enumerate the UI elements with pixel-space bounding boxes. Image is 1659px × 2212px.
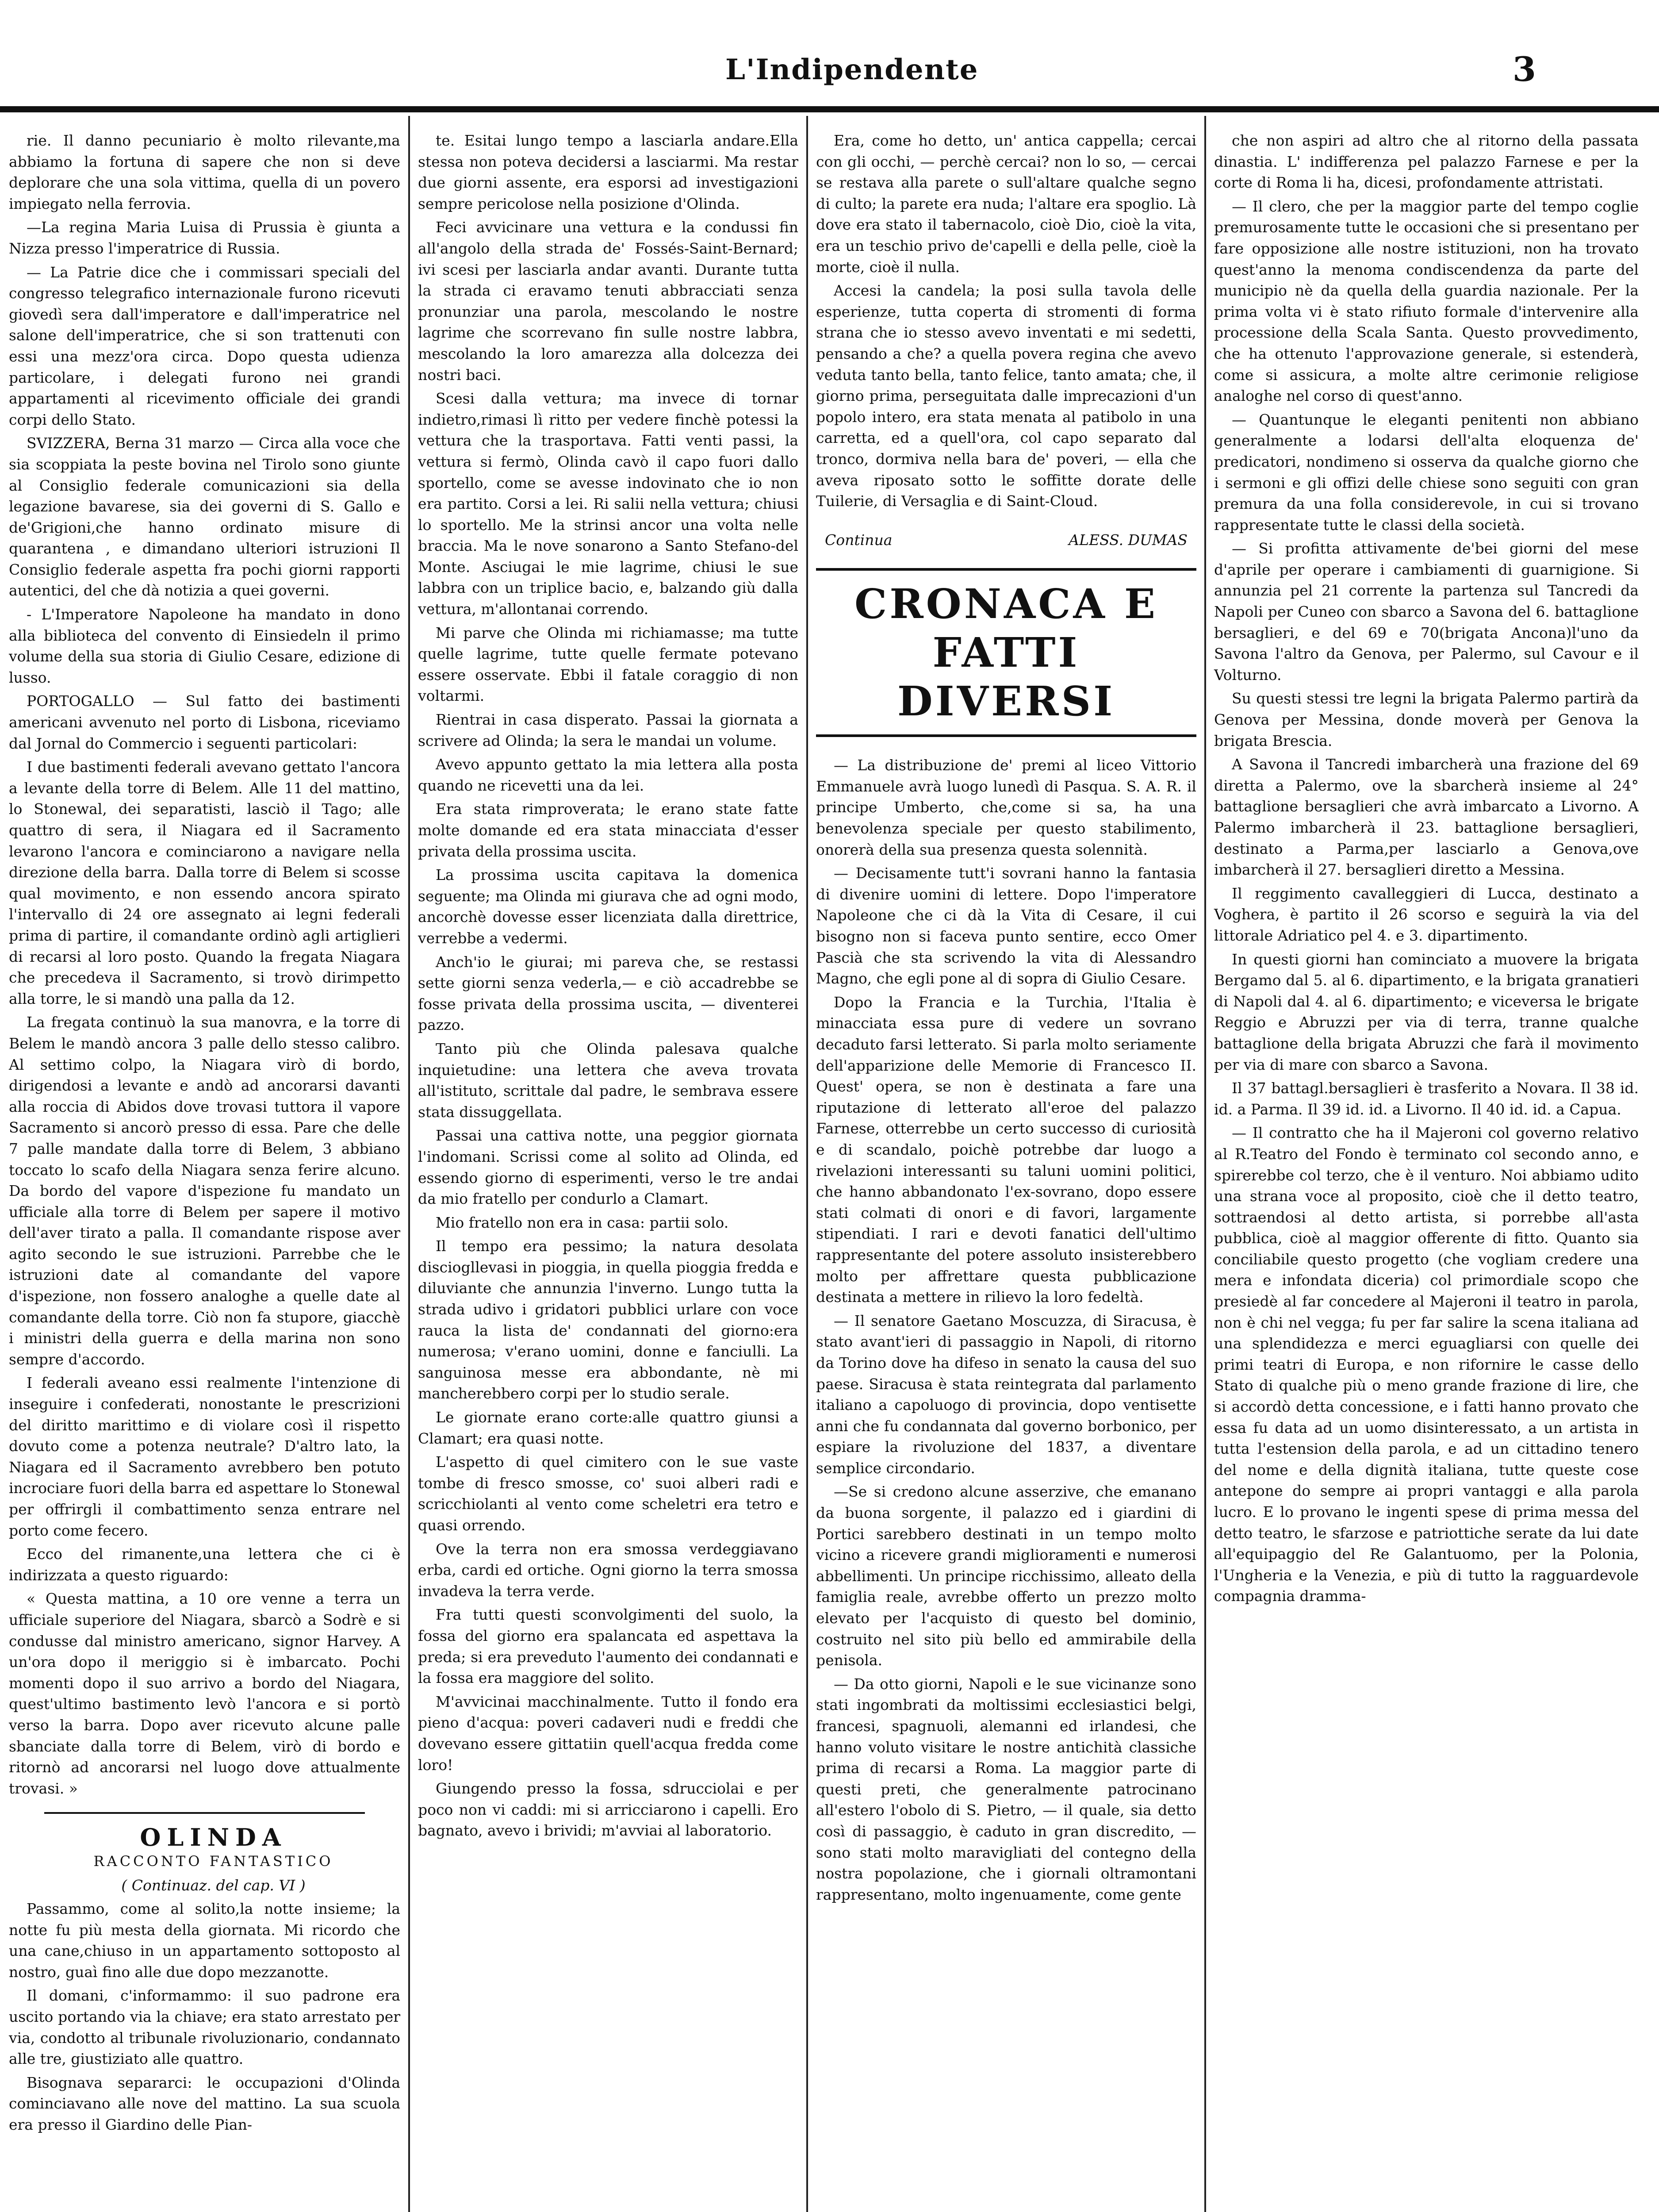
feuilleton-paragraph: Scesi dalla vettura; ma invece di tornar indietro,rimasi lì ritto per vedere finchè potessi la vettura che la trasportava. Fatti venti passi, la vettura si fermò, Olinda cavò il capo fuori dallo sportello, come se avesse indovinato che io non era partito. Corsi a lei. Ri salii nella vettura; chiusi lo sportello. Me la strinsi ancor una volta nelle braccia. Ma le nove sonarono a Santo Stefano-del Monte. Asciugai le mie lagrime, chiusi le sue labbra con un triplice bacio, e, balzando giù dalla vettura, m'allontanai correndo. [418, 390, 798, 618]
columns [0, 116, 1659, 2212]
newspaper-title: L'Indipendente [725, 53, 979, 86]
author-name: ALESS. DUMAS [1069, 531, 1188, 549]
feuilleton-paragraph: Accesi la candela; la posi sulla tavola delle esperienze, tutta coperta di stromenti di forma strana che io stesso avevo inventati e mi sedetti, pensando a che? a quella povera regina che avevo veduta tanto bella, tanto felice, tanto amata; che, il giorno prima, perseguitata dalle imprecazioni d'un popolo intero, era stata menata al patibolo in una carretta, ed a quell'ora, col capo separato dal tronco, dormiva nella bara de' poveri, — ella che aveva riposato sotto le soffitte dorate delle Tuilerie, di Versaglia e di Saint-Cloud. [816, 282, 1196, 510]
feuilleton-paragraph: Ove la terra non era smossa verdeggiavano erba, cardi ed ortiche. Ogni giorno la terra smossa invadeva la terra verde. [418, 1540, 798, 1600]
feuilleton-paragraph: La prossima uscita capitava la domenica seguente; ma Olinda mi giurava che ad ogni modo, ancorchè dovesse esser licenziata dalla direttrice, verrebbe a vedermi. [418, 866, 798, 947]
news-item: Su questi stessi tre legni la brigata Palermo partirà da Genova per Messina, donde moverà per Genova la brigata Brescia. [1214, 690, 1639, 749]
feuilleton-paragraph: Mi parve che Olinda mi richiamasse; ma tutte quelle lagrime, tutte quelle fermate potevano essere osservate. Ebbi il fatale coraggio di non voltarmi. [418, 624, 798, 705]
news-item: In questi giorni han cominciato a muovere la brigata Bergamo dal 5. al 6. dipartimento, e la brigata granatieri di Napoli dal 4. al 6. dipartimento; e viceversa le brigate Reggio e Abruzzi per via di terra, tranne qualche battaglione della brigata Abruzzi che farà il movimento per via di mare con sbarco a Savona. [1214, 950, 1639, 1073]
column-1 [0, 116, 409, 2212]
column-4 [1205, 116, 1648, 2212]
news-item: Il reggimento cavalleggieri di Lucca, destinato a Voghera, è partito il 26 scorso e seguirà la via del littorale Adriatico pel 4. e 3. dipartimento. [1214, 884, 1639, 944]
article-paragraph: Ecco del rimanente,una lettera che ci è indirizzata a questo riguardo: [9, 1545, 400, 1584]
article-paragraph: I due bastimenti federali avevano gettato l'ancora a levante della torre di Belem. Alle 11 del mattino, lo Stonewal, dei separatisti, lasciò il Tago; alle quattro di sera, il Niagara ed il Sacramento levarono l'ancora e cominciarono a navigare nella direzione della barra. Dalla torre di Belem si scosse qual movimento, e non essendo ancora spirato l'intervallo di 24 ore assegnato ai legni federali prima di partire, il comandante ordinò agli artiglieri di recarsi al loro posto. Quando la fregata Niagara che precedeva il Sacramento, si trovò dirimpetto alla torre, le si mandò una palla da 12. [9, 758, 400, 1007]
column-3 [807, 116, 1205, 2212]
feuilleton-paragraph: M'avvicinai macchinalmente. Tutto il fondo era pieno d'acqua: poveri cadaveri nudi e freddi che dovevano essere gittatiin quell'acqua fredda come loro! [418, 1693, 798, 1774]
news-item: — Si profitta attivamente de'bei giorni del mese d'aprile per operare i cambiamenti di guarnigione. Si annunzia pel 21 corrente la partenza sul Tancredi da Napoli per Cuneo con sbarco a Savona del 6. battaglione bersaglieri, e del 69 e 70(brigata Ancona)l'uno da Savona l'altro da Genova, per Palermo, sul Cavour e il Volturno. [1214, 540, 1639, 684]
feuilleton-signature [825, 530, 1188, 551]
news-item: Il 37 battagl.bersaglieri è trasferito a Novara. Il 38 id. id. a Parma. Il 39 id. id. a Livorno. Il 40 id. id. a Capua. [1214, 1079, 1639, 1118]
news-item: — La distribuzione de' premi al liceo Vittorio Emmanuele avrà luogo lunedì di Pasqua. S. A. R. il principe Umberto, che,come si sa, ha una benevolenza speciale per questo stabilimento, onorerà della sua presenza questa solennità. [816, 757, 1196, 858]
feuilleton-paragraph: Bisognava separarci: le occupazioni d'Olinda cominciavano alle nove del mattino. La sua scuola era presso il Giardino delle Pian- [9, 2074, 400, 2134]
feuilleton-paragraph: Avevo appunto gettato la mia lettera alla posta quando ne ricevetti una da lei. [418, 756, 798, 794]
article-paragraph: SVIZZERA, Berna 31 marzo — Circa alla voce che sia scoppiata la peste bovina nel Tirolo sono giunte al Consiglio federale comunicazioni sia della legazione bavarese, sia dei governi di S. Gallo e de'Grigioni,che hanno ordinato misure di quarantena , e dimandano ulteriori istruzioni Il Consiglio federale aspetta fra pochi giorni rapporti autentici, del che dà notizia a quei governi. [9, 434, 400, 599]
divider [44, 1812, 365, 1814]
feuilleton-paragraph: Anch'io le giurai; mi pareva che, se restassi sette giorni senza vederla,— e ciò accadrebbe se fosse privata della prossima uscita, — diventerei pazzo. [418, 953, 798, 1034]
feuilleton-paragraph: Feci avvicinare una vettura e la condussi fin all'angolo della strada de' Fossés-Saint-Bernard; ivi scesi per lasciarla andar avanti. Durante tutta la strada ci eravamo tenuti abbracciati senza pronunziar una parola, mescolando le nostre lagrime che scorrevano fin sulle nostre labbra, mescolando la loro amarezza alla dolcezza dei nostri baci. [418, 219, 798, 384]
feuilleton-paragraph: Rientrai in casa disperato. Passai la giornata a scrivere ad Olinda; la sera le mandai un volume. [418, 711, 798, 749]
feuilleton-paragraph: Fra tutti questi sconvolgimenti del suolo, la fossa del giorno era spalancata ed aspettava la preda; si era preveduto l'aumento dei condannati e la fossa era maggiore del solito. [418, 1606, 798, 1687]
article-paragraph: « Questa mattina, a 10 ore venne a terra un ufficiale superiore del Niagara, sbarcò a Sodrè e si condusse dal ministro americano, signor Harvey. A un'ora dopo il meriggio si è imbarcato. Pochi momenti dopo il suo arrivo a bordo del Niagara, quest'ultimo bastimento levò l'ancora e si portò verso la barra. Dopo aver ricevuto alcune palle sbanciate dalla torre di Belem, virò di bordo e ritornò ad ancorarsi nel luogo dove attualmente trovasi. » [9, 1590, 400, 1797]
feuilleton-paragraph: Il domani, c'informammo: il suo padrone era uscito portando via la chiave; era stato arrestato per via, condotto al tribunale rivoluzionario, condannato alle tre, giustiziato alle quattro. [9, 1987, 400, 2068]
feuilleton-paragraph: L'aspetto di quel cimitero con le sue vaste tombe di fresco smosse, co' suoi alberi radi e scricchiolanti al vento come scheletri era tetro e quasi orrendo. [418, 1453, 798, 1534]
masthead [0, 0, 1659, 112]
feuilleton-paragraph: Passai una cattiva notte, una peggior giornata l'indomani. Scrissi come al solito ad Olinda, ed essendo giorno di esperimenti, verso le tre andai da mio fratello per condurlo a Clamart. [418, 1127, 798, 1208]
news-item: A Savona il Tancredi imbarcherà una frazione del 69 diretta a Palermo, ove la sbarcherà insieme al 24° battaglione bersaglieri che avrà imbarcato a Livorno. A Palermo imbarcherà il 23. battaglione bersaglieri, destinato a Parma,per lasciarlo a Genova,ove imbarcherà il 27. bersaglieri diretto a Messina. [1214, 756, 1639, 879]
news-item: Dopo la Francia e la Turchia, l'Italia è minacciata essa pure di vedere un sovrano decaduto farsi letterato. Si parla molto seriamente dell'apparizione delle Memorie di Francesco II. Quest' opera, se non è destinata a fare una riputazione di letterato all'eroe del palazzo Farnese, otterrebbe un certo successo di curiosità e di scandalo, poichè potrebbe dar luogo a rivelazioni interessanti su taluni uomini politici, che hanno abbandonato l'ex-sovrano, dopo essere stati colmati di onori e di favori, largamente stipendiati. I rari e devoti fanatici dell'ultimo rappresentante del potere assoluto insisterebbero molto per affrettare questa pubblicazione destinata a mettere in rilievo la loro fedeltà. [816, 993, 1196, 1306]
news-item: che non aspiri ad altro che al ritorno della passata dinastia. L' indifferenza pel palazzo Farnese e per la corte di Roma li ha, dicesi, profondamente attristati. [1214, 132, 1639, 192]
feuilleton-paragraph: te. Esitai lungo tempo a lasciarla andare.Ella stessa non poteva decidersi a lasciarmi. Ma restar due giorni assente, era esporsi ad investigazioni sempre pericolose nella posizione d'Olinda. [418, 132, 798, 212]
news-item: — Il contratto che ha il Majeroni col governo relativo al R.Teatro del Fondo è terminato col secondo anno, e spirerebbe col terzo, che è il venturo. Noi abbiamo udito una strana voce al proposito, cioè che il detto teatro, sottraendosi al detto artista, si porrebbe all'asta pubblica, cioè al maggior offerente di fitto. Quanto sia conciliabile questo progetto (che vogliam credere una mera e infondata diceria) col primordiale scopo che presiedè al far concedere al Majeroni il teatro in parola, non è chi nel vegga; fu per far salire la scena italiana ad una splendidezza e merci eguagliarsi con quelle dei primi teatri di Europa, e non rifornire le casse dello Stato di qualche più o meno grande frazione di lire, che si accordò detta concessione, e i fatti hanno provato che essa fu data ad un uomo disinteressato, a un artista in tutta l'estension della parola, e ad un cittadino tenero del nome e della dignità italiana, tutte queste cose antepone do sempre ai propri vantaggi e alla parola lucro. E lo provano le ingenti spese di prima messa del detto teatro, le sfarzose e patriottiche serate da lui date all'equipaggio del Re Galantuomo, per la Polonia, l'Ungheria e la Venezia, e più di tutto la ragguardevole compagnia dramma- [1214, 1124, 1639, 1605]
news-item: — Il clero, che per la maggior parte del tempo coglie premurosamente tutte le occasioni che si presentano per fare opposizione alle nostre istituzioni, non ha trovato quest'anno la menoma condiscendenza da parte del municipio nè da quella della guardia nazionale. Per la prima volta vi è stato rifiuto formale d'intervenire alla processione della Scala Santa. Questo provvedimento, che ha ottenuto l'approvazione generale, si estenderà, come si assicura, a molte altre cerimonie religiose analoghe nel corso di quest'anno. [1214, 197, 1639, 405]
feuilleton-title: OLINDA [140, 1823, 287, 1852]
article-paragraph: — La Patrie dice che i commissari speciali del congresso telegrafico internazionale furono ricevuti giovedì sera dall'imperatore e dall'imperatrice nel salone dell'imperatrice, che si son trattenuti con essi una mezz'ora circa. Dopo questa udienza particolare, i delegati furono nei grandi appartamenti al ricevimento officiale dei grandi corpi dello Stato. [9, 263, 400, 428]
feuilleton-paragraph: Il tempo era pessimo; la natura desolata disciogllevasi in pioggia, in quella pioggia fredda e diluviante che annunzia l'inverno. Lungo tutta la strada udivo i gridatori pubblici urlare con voce rauca la lista de' condannati del giorno:era numerosa; v'erano uomini, donne e fanciulli. La sanguinosa messe era abbondante, nè mi mancherebbero corpi per lo studio serale. [418, 1237, 798, 1402]
feuilleton-paragraph: Tanto più che Olinda palesava qualche inquietudine: una lettera che aveva trovata all'istituto, scrittale dal padre, le sembrava essere stata dissuggellata. [418, 1040, 798, 1121]
article-paragraph: I federali aveano essi realmente l'intenzione di inseguire i confederati, nonostante le prescrizioni del diritto marittimo e di violare così il rispetto dovuto come a potenza neutrale? D'altro lato, la Niagara ed il Sacramento avrebbero ben potuto incrociare fuori della barra ed aspettare lo Stonewal per offrirgli il combattimento senza entrare nel porto come fecero. [9, 1374, 400, 1539]
news-item: — Da otto giorni, Napoli e le sue vicinanze sono stati ingombrati da moltissimi ecclesiastici belgi, francesi, spagnuoli, alemanni ed irlandesi, che hanno voluto visitare le nostre antichità classiche prima di recarsi a Roma. La maggior parte di questi preti, che generalmente patrocinano all'estero l'obolo di S. Pietro, — il quale, sia detto così di passaggio, è caduto in gran discredito, — sono stati molto maravigliati del contegno della nostra popolazione, che i giornali oltramontani rappresentano, molto ingenuamente, come gente [816, 1675, 1196, 1903]
article-paragraph: rie. Il danno pecuniario è molto rilevante,ma abbiamo la fortuna di sapere che non si deve deplorare che una sola vittima, quella di un povero impiegato nella ferrovia. [9, 132, 400, 212]
feuilleton-subtitle: RACCONTO FANTASTICO [93, 1852, 333, 1870]
news-item: — Il senatore Gaetano Moscuzza, di Siracusa, è stato avant'ieri di passaggio in Napoli, di ritorno da Torino dove ha difeso in senato la causa del suo paese. Siracusa è stata reintegrata dal parlamento italiano a capoluogo di provincia, dopo ventisette anni che fu condannata dal governo borbonico, per espiare la rivoluzione del 1837, a diventare semplice circondario. [816, 1312, 1196, 1477]
feuilleton-paragraph: Giungendo presso la fossa, sdrucciolai e per poco non vi caddi: mi si arricciarono i capelli. Ero bagnato, avevo i brividi; m'avviai al laboratorio. [418, 1780, 798, 1839]
article-paragraph: La fregata continuò la sua manovra, e la torre di Belem le mandò ancora 3 palle dello stesso calibro. Al settimo colpo, la Niagara virò di bordo, dirigendosi a levante e andò ad ancorarsi davanti alla roccia di Abidos dove trovasi tuttora il vapore Sacramento si ancorò presso di essa. Pare che delle 7 palle mandate dalla torre di Belem, 3 abbiano toccato lo scafo della Niagara senza ferire alcuno. Da bordo del vapore d'ispezione fu mandato un ufficiale alla torre di Belem per sapere il motivo dell'aver tirato a palla. Il comandante rispose aver agito secondo le sue istruzioni. Parrebbe che le istruzioni date al comandante del vapore d'ispezione, non fossero analoghe a quelle date al comandante della torre. Ciò non fa stupore, giacchè i ministri della guerra e della marina non sono sempre d'accordo. [9, 1014, 400, 1368]
feuilleton-caption: ( Continuaz. del cap. VI ) [121, 1876, 306, 1894]
article-paragraph: —La regina Maria Luisa di Prussia è giunta a Nizza presso l'imperatrice di Russia. [9, 219, 400, 257]
column-2 [409, 116, 807, 2212]
feuilleton-paragraph: Era, come ho detto, un' antica cappella; cercai con gli occhi, — perchè cercai? non lo so, — cercai se restava alla parete o sull'altare qualche segno di culto; la parete era nuda; l'altare era spoglio. Là dove era stato il tabernacolo, cioè Dio, cioè la vita, era un teschio privo de'capelli e della pelle, cioè la morte, cioè il nulla. [816, 132, 1196, 276]
article-paragraph: - L'Imperatore Napoleone ha mandato in dono alla biblioteca del convento di Einsiedeln il primo volume della sua storia di Giulio Cesare, edizione di lusso. [9, 606, 400, 686]
article-paragraph: PORTOGALLO — Sul fatto dei bastimenti americani avvenuto nel porto di Lisbona, riceviamo dal Jornal do Commercio i seguenti particolari: [9, 692, 400, 752]
news-item: — Quantunque le eleganti penitenti non abbiano generalmente a lodarsi dell'alta eloquenza de' predicatori, nondimeno si osserva da qualche giorno che i sermoni e gli offizi delle chiese sono seguiti con gran premura da una folla considerevole, in cui si trovano rappresentate tutte le classi della società. [1214, 411, 1639, 534]
feuilleton-paragraph: Era stata rimproverata; le erano state fatte molte domande ed era stata minacciata d'esser privata della prossima uscita. [418, 800, 798, 860]
feuilleton-paragraph: Passammo, come al solito,la notte insieme; la notte fu più mesta della giornata. Mi ricordo che una cane,chiuso in un appartamento sottoposto al nostro, guaì fino alle due dopo mezzanotte. [9, 1900, 400, 1981]
page-number: 3 [1513, 50, 1536, 89]
news-item: — Decisamente tutt'i sovrani hanno la fantasia di divenire uomini di lettere. Dopo l'imperatore Napoleone che ci dà la Vita di Cesare, il cui bisogno non si faceva punto sentire, ecco Omer Pascià che sta scrivendo la vita di Alessandro Magno, che egli pone al di sopra di Giulio Cesare. [816, 864, 1196, 987]
section-title: CRONACA E FATTI DIVERSI [816, 568, 1196, 737]
feuilleton-paragraph: Mio fratello non era in casa: partii solo. [436, 1214, 729, 1231]
feuilleton-paragraph: Le giornate erano corte:alle quattro giunsi a Clamart; era quasi notte. [418, 1409, 798, 1447]
continua-label: Continua [825, 531, 893, 549]
news-item: —Se si credono alcune asserzive, che emanano da buona sorgente, il palazzo ed i giardini di Portici sarebbero destinati in un tempo molto vicino a ricevere grandi miglioramenti e numerosi abbellimenti. Un principe ricchissimo, alleato della famiglia reale, avrebbe offerto un prezzo molto elevato per l'acquisto di questo bel dominio, costruito nel sito più bello ed ammirabile della penisola. [816, 1483, 1196, 1669]
